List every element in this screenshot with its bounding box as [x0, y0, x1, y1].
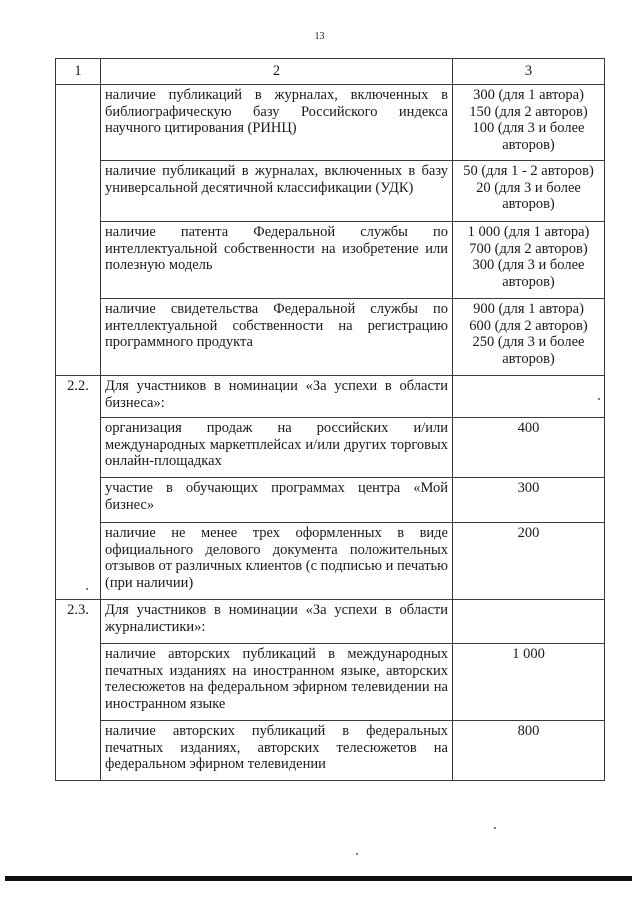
page-number: 13	[314, 31, 325, 42]
criterion-text: наличие свидетельства Федеральной службы по интеллектуальной собственности на регистрацию программного продукта	[101, 299, 453, 376]
table-row	[56, 299, 605, 376]
section-number: 2.2.	[56, 376, 101, 600]
empty-points-cell	[453, 376, 605, 418]
criterion-points: 300	[453, 478, 605, 523]
scan-speck	[598, 398, 600, 400]
section-number: 2.3.	[56, 600, 101, 781]
scan-speck	[494, 827, 496, 829]
section-title: Для участников в номинации «За успехи в области журналистики»:	[101, 600, 453, 644]
scan-speck	[86, 588, 88, 590]
table-row	[56, 222, 605, 299]
table-row	[56, 478, 605, 523]
table-row	[56, 161, 605, 222]
section-title-row	[56, 600, 605, 644]
criterion-text: наличие авторских публикаций в международных печатных изданиях на иностранном языке, авторских телесюжетов на федеральном эфирном телевидении на иностранном языке	[101, 644, 453, 721]
table-header-row	[56, 59, 605, 85]
criterion-text: наличие патента Федеральной службы по интеллектуальной собственности на изобретение или полезную модель	[101, 222, 453, 299]
section-number-cell	[56, 85, 101, 376]
criterion-points: 300 (для 1 автора) 150 (для 2 авторов) 100 (для 3 и более авторов)	[453, 85, 605, 161]
criterion-points: 50 (для 1 - 2 авторов) 20 (для 3 и более авторов)	[453, 161, 605, 222]
header-col-3: 3	[453, 59, 605, 85]
table-row	[56, 523, 605, 600]
criterion-points: 1 000 (для 1 автора) 700 (для 2 авторов) 300 (для 3 и более авторов)	[453, 222, 605, 299]
scan-edge-bar	[5, 876, 632, 881]
header-col-2: 2	[101, 59, 453, 85]
criterion-points: 1 000	[453, 644, 605, 721]
table-row	[56, 721, 605, 781]
criterion-text: наличие публикаций в журналах, включенных в библиографическую базу Российского индекса научного цитирования (РИНЦ)	[101, 85, 453, 161]
criterion-points: 900 (для 1 автора) 600 (для 2 авторов) 250 (для 3 и более авторов)	[453, 299, 605, 376]
criterion-text: организация продаж на российских и/или международных маркетплейсах и/или других торговых онлайн-площадках	[101, 418, 453, 478]
criterion-text: наличие публикаций в журналах, включенных в базу универсальной десятичной классификации (УДК)	[101, 161, 453, 222]
criterion-points: 800	[453, 721, 605, 781]
criteria-table	[55, 58, 605, 781]
criterion-points: 400	[453, 418, 605, 478]
scan-speck	[356, 853, 358, 855]
section-title: Для участников в номинации «За успехи в области бизнеса»:	[101, 376, 453, 418]
criterion-text: наличие авторских публикаций в федеральных печатных изданиях, авторских телесюжетов на федеральном эфирном телевидении	[101, 721, 453, 781]
criterion-text: наличие не менее трех оформленных в виде официального делового документа положительных отзывов от различных клиентов (с подписью и печатью (при наличии)	[101, 523, 453, 600]
criterion-text: участие в обучающих программах центра «Мой бизнес»	[101, 478, 453, 523]
table-row	[56, 85, 605, 161]
criterion-points: 200	[453, 523, 605, 600]
section-title-row	[56, 376, 605, 418]
empty-points-cell	[453, 600, 605, 644]
table-row	[56, 644, 605, 721]
table-row	[56, 418, 605, 478]
header-col-1: 1	[56, 59, 101, 85]
